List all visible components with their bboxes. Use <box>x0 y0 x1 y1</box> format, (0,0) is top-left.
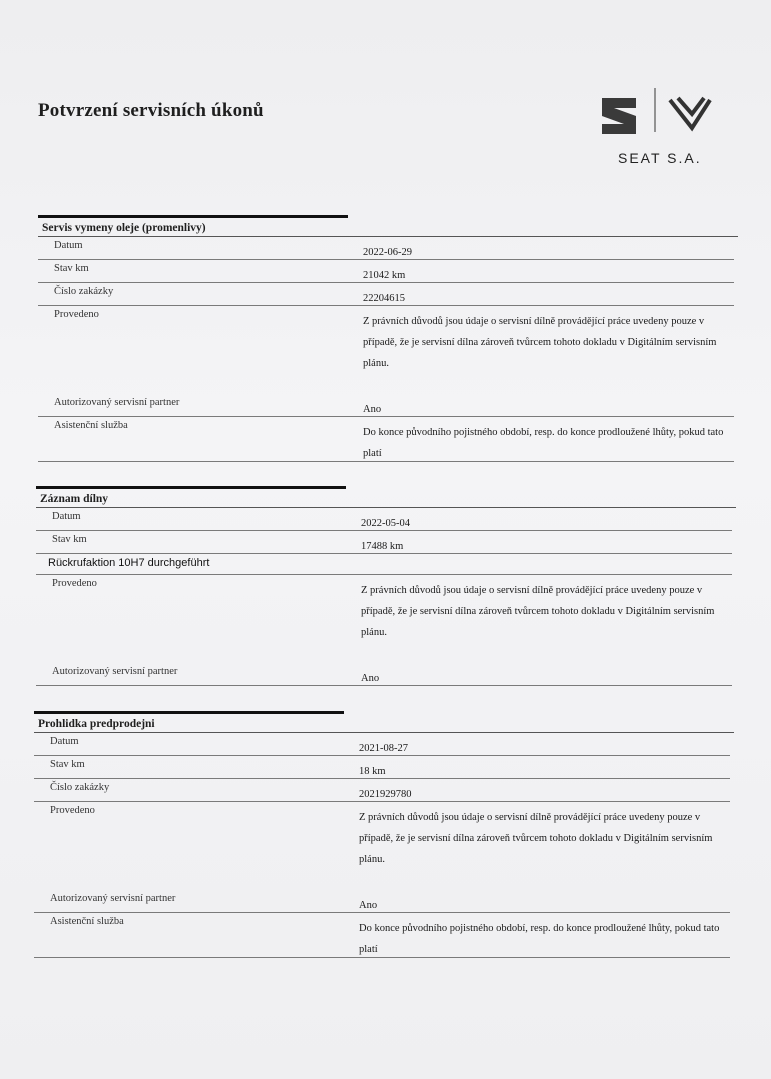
section-oil-service <box>38 215 738 462</box>
row-mileage <box>38 260 734 283</box>
section-title: Záznam dílny <box>36 489 736 508</box>
row-date <box>34 733 730 756</box>
row-value: 2022-05-04 <box>361 518 410 529</box>
row-label: Asistenční služba <box>54 420 128 431</box>
row-mileage <box>34 756 730 779</box>
row-label: Autorizovaný servisní partner <box>54 397 180 408</box>
row-label: Stav km <box>50 759 85 770</box>
row-date <box>38 237 734 260</box>
row-date <box>36 508 732 531</box>
row-value: Ano <box>361 673 380 684</box>
row-recall-action <box>36 554 732 575</box>
row-value: 18 km <box>359 766 386 777</box>
seat-logo-icon <box>602 98 636 134</box>
row-value: Do konce původního pojistného období, resp. do konce prodloužené lhůty, pokud tato platí <box>363 427 724 459</box>
row-label: Asistenční služba <box>50 916 124 927</box>
section-title: Prohlidka predprodejni <box>34 714 734 733</box>
row-label: Číslo zakázky <box>54 286 114 297</box>
row-value: Z právních důvodů jsou údaje o servisní dílně provádějící práce uvedeny pouze v případě, že je servisní dílna zároveň tvůrcem tohoto dokladu v Digitálním servisním plánu. <box>359 812 713 865</box>
row-label: Provedeno <box>52 578 97 589</box>
row-assistance <box>38 417 734 462</box>
row-performed <box>38 306 734 394</box>
row-authorized-partner <box>36 663 732 686</box>
row-authorized-partner <box>38 394 734 417</box>
row-value: Ano <box>359 900 378 911</box>
row-label: Provedeno <box>50 805 95 816</box>
row-order-number <box>38 283 734 306</box>
page-title: Potvrzení servisních úkonů <box>38 100 264 121</box>
cupra-logo-icon <box>670 98 710 128</box>
row-value: 21042 km <box>363 270 406 281</box>
row-value: 17488 km <box>361 541 404 552</box>
row-order-number <box>34 779 730 802</box>
row-value: 22204615 <box>363 293 405 304</box>
row-value: 2022-06-29 <box>363 247 412 258</box>
row-label: Datum <box>54 240 83 251</box>
row-label: Autorizovaný servisní partner <box>50 893 176 904</box>
row-label: Stav km <box>54 263 89 274</box>
row-value: 2021-08-27 <box>359 743 408 754</box>
row-mileage <box>36 531 732 554</box>
row-label: Provedeno <box>54 309 99 320</box>
row-value: Ano <box>363 404 382 415</box>
row-value: 2021929780 <box>359 789 412 800</box>
row-value: Z právních důvodů jsou údaje o servisní dílně provádějící práce uvedeny pouze v případě, že je servisní dílna zároveň tvůrcem tohoto dokladu v Digitálním servisním plánu. <box>363 316 717 369</box>
row-label: Stav km <box>52 534 87 545</box>
section-pre-delivery-inspection <box>34 711 734 958</box>
row-label: Rückrufaktion 10H7 durchgeführt <box>48 557 210 569</box>
row-performed <box>34 802 730 890</box>
row-performed <box>36 575 732 663</box>
row-value: Do konce původního pojistného období, resp. do konce prodloužené lhůty, pokud tato platí <box>359 923 720 955</box>
row-label: Číslo zakázky <box>50 782 110 793</box>
row-authorized-partner <box>34 890 730 913</box>
section-title: Servis vymeny oleje (promenlivy) <box>38 218 738 237</box>
row-label: Autorizovaný servisní partner <box>52 666 178 677</box>
row-value: Z právních důvodů jsou údaje o servisní dílně provádějící práce uvedeny pouze v případě, že je servisní dílna zároveň tvůrcem tohoto dokladu v Digitálním servisním plánu. <box>361 585 715 638</box>
row-label: Datum <box>52 511 81 522</box>
brand-name: SEAT S.A. <box>618 150 702 166</box>
section-workshop-record <box>36 486 736 686</box>
row-label: Datum <box>50 736 79 747</box>
row-assistance <box>34 913 730 958</box>
